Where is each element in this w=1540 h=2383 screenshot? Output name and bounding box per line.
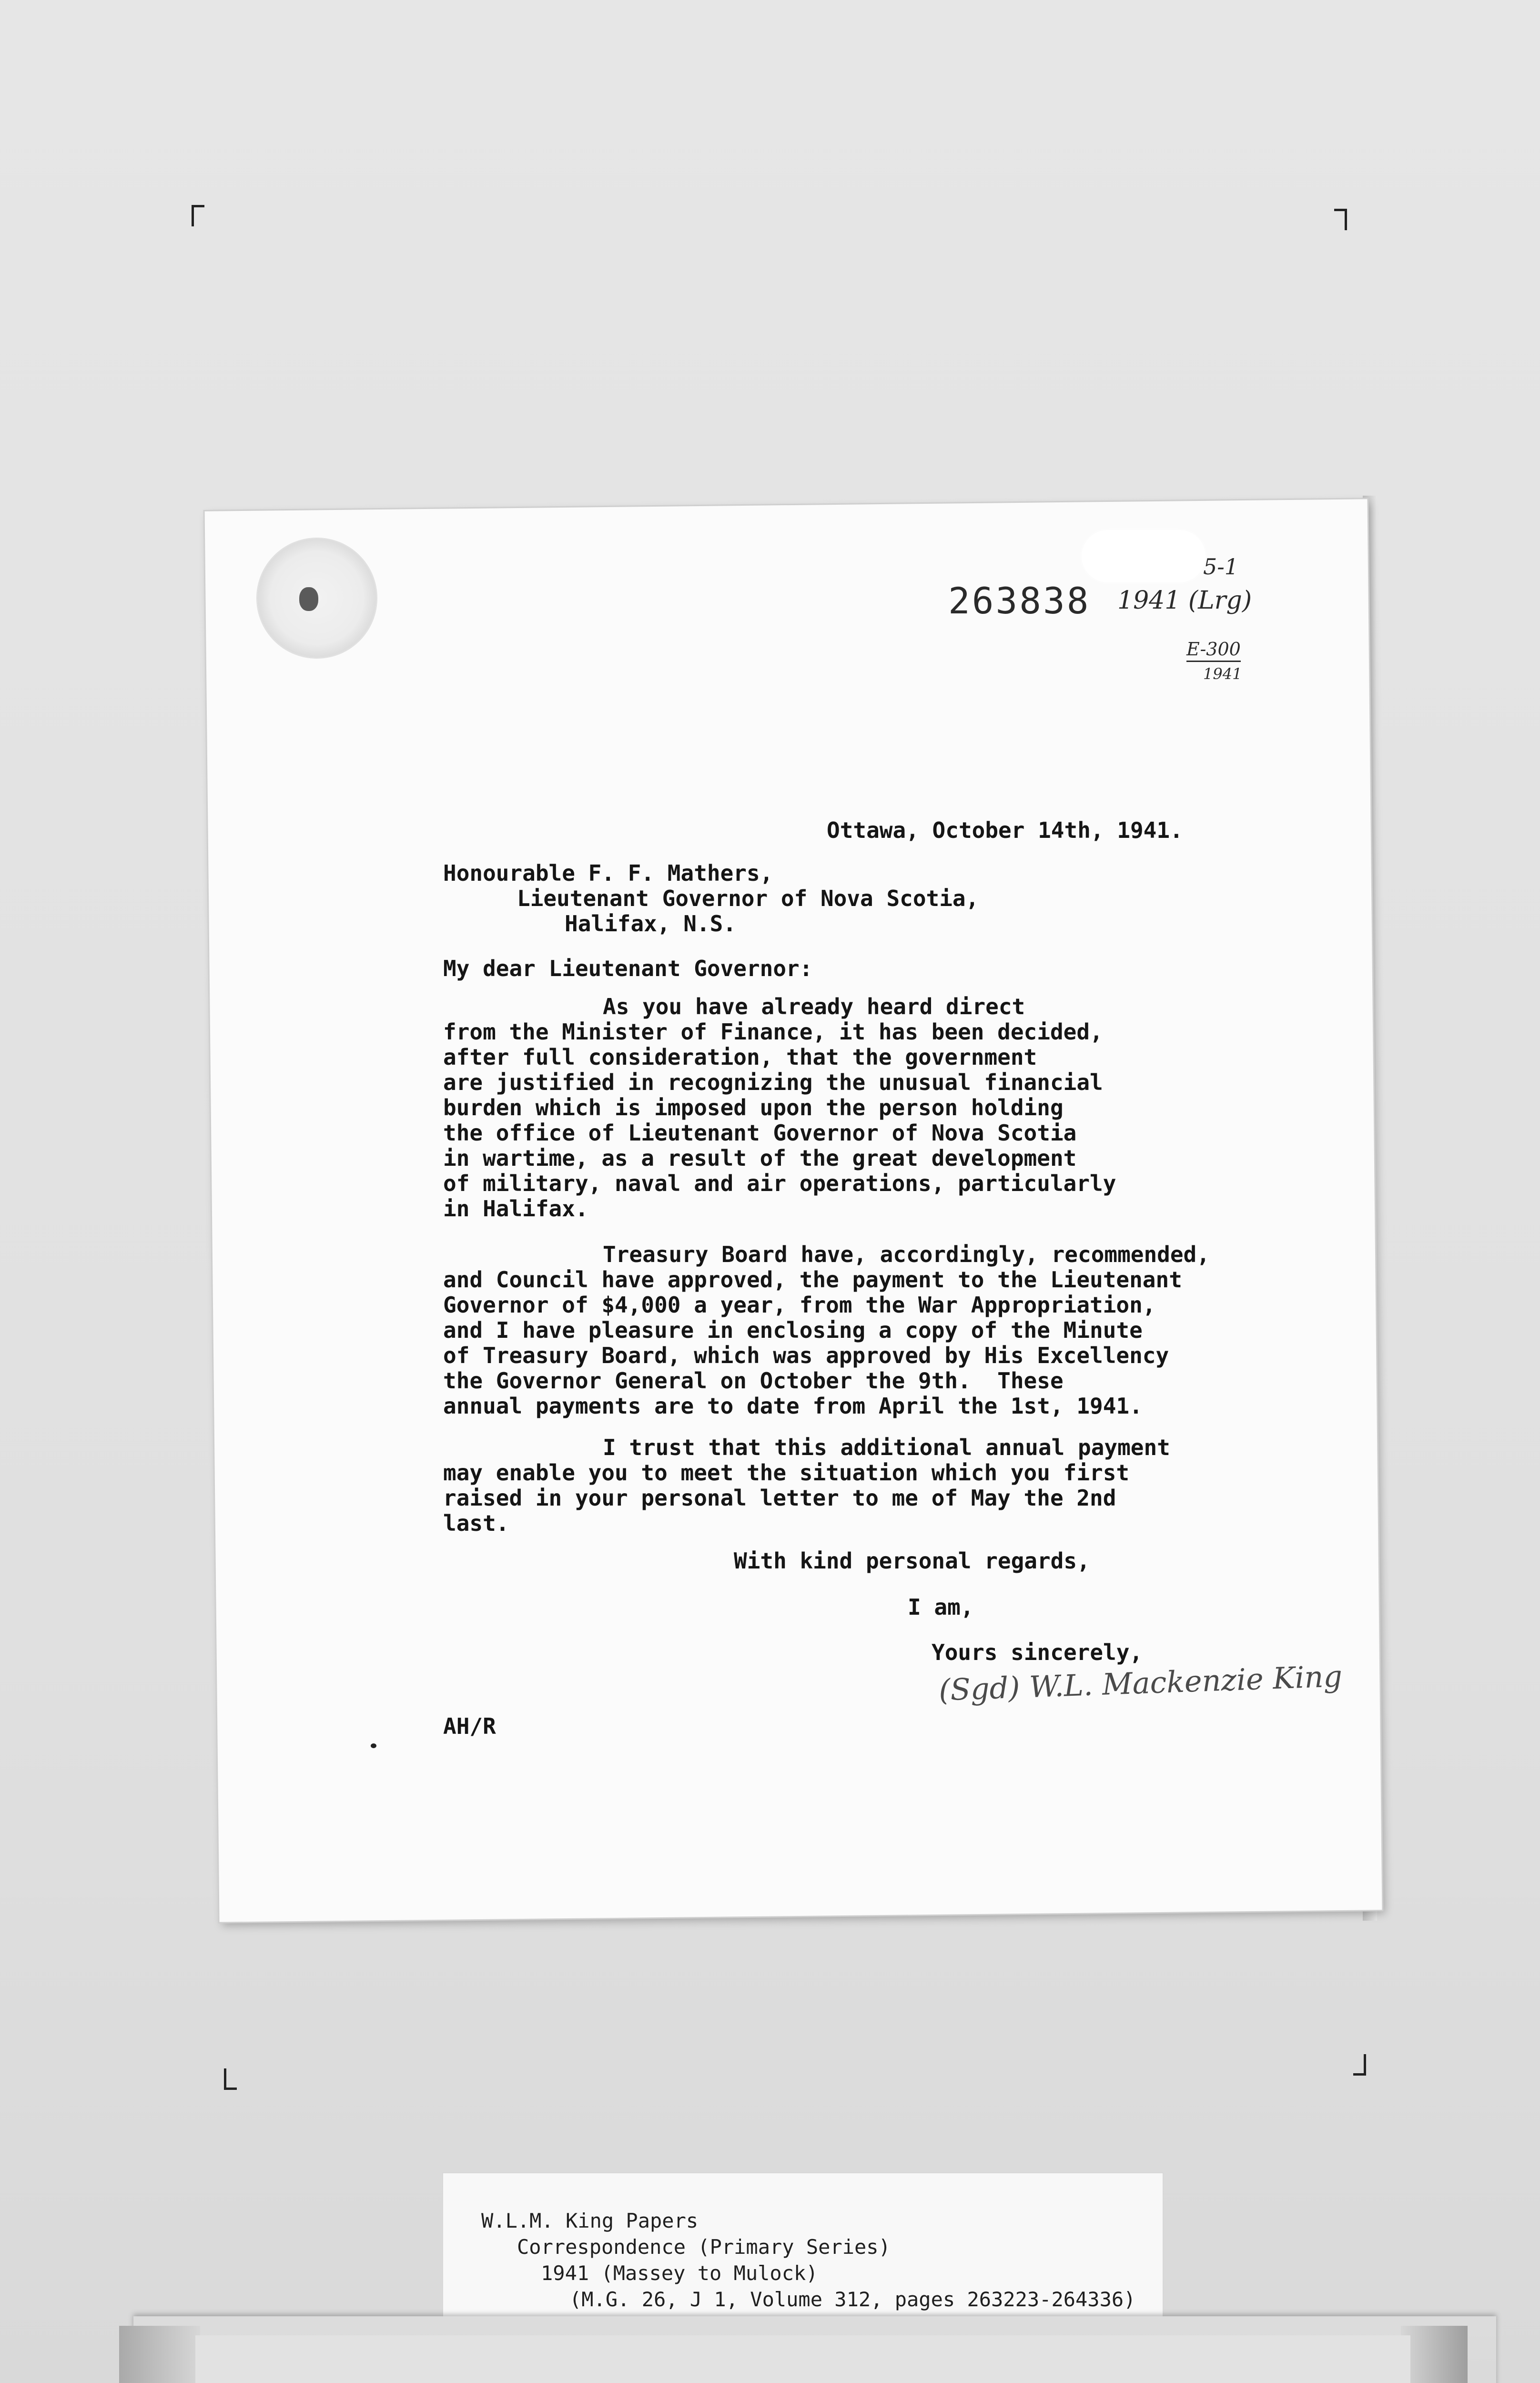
paragraph3-line: I trust that this additional annual payment	[603, 1435, 1170, 1460]
paragraph1-line: the office of Lieutenant Governor of Nova Scotia	[443, 1120, 1077, 1146]
paragraph2-line: Treasury Board have, accordingly, recommended,	[603, 1242, 1210, 1267]
paragraph1-line: after full consideration, that the government	[443, 1044, 1037, 1070]
recipient-line-2: Lieutenant Governor of Nova Scotia,	[517, 886, 979, 911]
paragraph2-line: the Governor General on October the 9th. These	[443, 1368, 1064, 1394]
paragraph3-line: raised in your personal letter to me of May the 2nd	[443, 1485, 1116, 1511]
typist-initials: AH/R	[443, 1713, 496, 1739]
closing-yours-sincerely: Yours sincerely,	[932, 1640, 1143, 1665]
date-line: Ottawa, October 14th, 1941.	[827, 817, 1183, 843]
salutation: My dear Lieutenant Governor:	[443, 956, 813, 981]
closing-regards: With kind personal regards,	[734, 1548, 1090, 1574]
archive-label-line-4: (M.G. 26, J 1, Volume 312, pages 263223-264336)	[569, 2288, 1136, 2311]
ink-speck	[371, 1743, 376, 1748]
paragraph1-line: of military, naval and air operations, particularly	[443, 1171, 1116, 1196]
closing-i-am: I am,	[908, 1594, 974, 1620]
signature: (Sgd) W.L. Mackenzie King	[938, 1659, 1343, 1708]
archive-label-line-3: 1941 (Massey to Mulock)	[541, 2261, 818, 2285]
recipient-line-1: Honourable F. F. Mathers,	[443, 860, 773, 886]
banner-frame	[195, 2335, 1410, 2383]
correction-mark	[1082, 530, 1206, 582]
paragraph1-line: from the Minister of Finance, it has been decided,	[443, 1019, 1103, 1045]
handwritten-note-3: E-300	[1186, 639, 1241, 662]
letter-page	[205, 499, 1382, 1922]
paragraph1-line: in Halifax.	[443, 1196, 588, 1222]
paragraph3-line: may enable you to meet the situation which you first	[443, 1460, 1130, 1486]
paragraph1-line: are justified in recognizing the unusual financial	[443, 1069, 1103, 1095]
archive-label-line-2: Correspondence (Primary Series)	[517, 2235, 891, 2259]
paragraph2-line: of Treasury Board, which was approved by His Excellency	[443, 1343, 1169, 1368]
paragraph1-line: As you have already heard direct	[603, 994, 1025, 1019]
banner-left-edge	[119, 2326, 200, 2383]
archive-label-line-1: W.L.M. King Papers	[481, 2209, 699, 2232]
handwritten-note-1: 5-1	[1203, 554, 1239, 580]
handwritten-note-4: 1941	[1203, 665, 1242, 683]
reference-number: 263838	[948, 580, 1091, 622]
punch-hole-center	[299, 587, 318, 611]
paragraph2-line: annual payments are to date from April the 1st, 1941.	[443, 1393, 1143, 1419]
paragraph2-line: and I have pleasure in enclosing a copy of the Minute	[443, 1317, 1143, 1343]
crop-mark-top-right	[1334, 209, 1347, 230]
paragraph3-line: last.	[443, 1510, 509, 1536]
paragraph1-line: burden which is imposed upon the person holding	[443, 1095, 1064, 1120]
paragraph1-line: in wartime, as a result of the great development	[443, 1145, 1077, 1171]
crop-mark-top-left	[192, 205, 204, 226]
banner-right-edge	[1401, 2326, 1468, 2383]
handwritten-note-2: 1941 (Lrg)	[1117, 586, 1252, 615]
crop-mark-bottom-left	[224, 2068, 237, 2090]
paragraph2-line: and Council have approved, the payment to the Lieutenant	[443, 1267, 1182, 1293]
paragraph2-line: Governor of $4,000 a year, from the War Appropriation,	[443, 1292, 1156, 1318]
crop-mark-bottom-right	[1353, 2054, 1366, 2076]
recipient-line-3: Halifax, N.S.	[565, 911, 737, 937]
